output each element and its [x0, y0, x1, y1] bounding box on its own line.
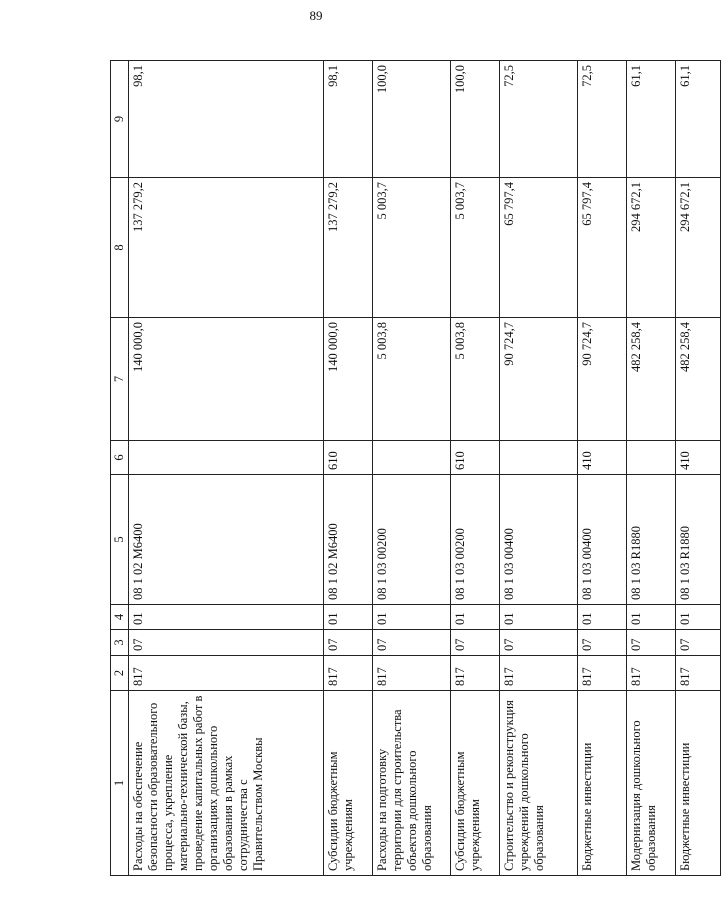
column-header: 6 [111, 441, 129, 475]
table-row [129, 61, 324, 876]
table-cell: 5 003,7 [373, 178, 451, 318]
column-header: 1 [111, 691, 129, 876]
table-cell: 482 258,4 [676, 318, 721, 441]
column-header: 8 [111, 178, 129, 318]
table-cell: 817 [676, 656, 721, 691]
table-row [627, 61, 676, 876]
table-cell: 5 003,8 [373, 318, 451, 441]
table-cell: 137 279,2 [129, 178, 324, 318]
table-cell [500, 441, 578, 475]
table-cell: 08 1 03 00400 [578, 475, 627, 605]
table-cell: 08 1 03 00200 [451, 475, 500, 605]
budget-table [110, 60, 721, 876]
table-cell: 08 1 03 00400 [500, 475, 578, 605]
table-cell: 01 [578, 605, 627, 630]
table-row [324, 61, 373, 876]
table-cell: 08 1 03 00200 [373, 475, 451, 605]
table-cell: 294 672,1 [627, 178, 676, 318]
table-cell: 01 [627, 605, 676, 630]
table-cell: 137 279,2 [324, 178, 373, 318]
table-cell: 817 [373, 656, 451, 691]
table-header-row [111, 61, 129, 876]
table-cell: 07 [676, 630, 721, 656]
table-cell: 65 797,4 [500, 178, 578, 318]
table-cell: 61,1 [627, 61, 676, 178]
table-cell: 01 [324, 605, 373, 630]
table-cell: 07 [578, 630, 627, 656]
table-cell: 01 [451, 605, 500, 630]
table-cell: 817 [129, 656, 324, 691]
column-header: 5 [111, 475, 129, 605]
table-cell: 5 003,7 [451, 178, 500, 318]
table-cell: 817 [578, 656, 627, 691]
table-cell: 72,5 [500, 61, 578, 178]
table-cell: 07 [500, 630, 578, 656]
table-cell: 65 797,4 [578, 178, 627, 318]
table-cell: 90 724,7 [500, 318, 578, 441]
table-cell: Расходы на обеспечение безопасности образовательного процесса, укрепление материально-технической базы, проведение капитальных работ в организациях дошкольного образования в рамках сотрудничества с Правительством Москвы [129, 691, 324, 876]
table-cell: 07 [451, 630, 500, 656]
table-cell: 482 258,4 [627, 318, 676, 441]
table-cell: 610 [451, 441, 500, 475]
table-cell [129, 441, 324, 475]
table-cell: 08 1 02 М6400 [129, 475, 324, 605]
table-row [500, 61, 578, 876]
table-cell: 410 [578, 441, 627, 475]
table-cell: Бюджетные инвестиции [578, 691, 627, 876]
table-cell: 294 672,1 [676, 178, 721, 318]
table-cell [373, 441, 451, 475]
table-cell: 08 1 03 R1880 [627, 475, 676, 605]
table-cell: Расходы на подготовку территории для строительства объектов дошкольного образования [373, 691, 451, 876]
rotated-table-wrapper [110, 61, 692, 876]
column-header: 9 [111, 61, 129, 178]
table-cell: 817 [451, 656, 500, 691]
column-header: 3 [111, 630, 129, 656]
table-cell: 90 724,7 [578, 318, 627, 441]
column-header: 2 [111, 656, 129, 691]
table-cell: Субсидии бюджетным учреждениям [451, 691, 500, 876]
page-number: 89 [309, 8, 323, 23]
column-header: 4 [111, 605, 129, 630]
column-header: 7 [111, 318, 129, 441]
table-row [373, 61, 451, 876]
table-cell: Модернизация дошкольного образования [627, 691, 676, 876]
table-cell: 98,1 [324, 61, 373, 178]
table-cell: 08 1 02 М6400 [324, 475, 373, 605]
table-cell: 72,5 [578, 61, 627, 178]
table-cell: 410 [676, 441, 721, 475]
table-row [676, 61, 721, 876]
table-cell: 140 000,0 [129, 318, 324, 441]
table-cell: 100,0 [451, 61, 500, 178]
table-cell: 07 [129, 630, 324, 656]
table-cell: 98,1 [129, 61, 324, 178]
table-cell: 01 [373, 605, 451, 630]
table-cell: 01 [129, 605, 324, 630]
table-cell: 100,0 [373, 61, 451, 178]
table-cell: 07 [627, 630, 676, 656]
table-cell: 140 000,0 [324, 318, 373, 441]
table-cell: 07 [324, 630, 373, 656]
table-row [451, 61, 500, 876]
table-cell: 817 [627, 656, 676, 691]
table-cell: 07 [373, 630, 451, 656]
table-cell: Субсидии бюджетным учреждениям [324, 691, 373, 876]
table-cell: 01 [500, 605, 578, 630]
table-cell: Бюджетные инвестиции [676, 691, 721, 876]
table-cell: 610 [324, 441, 373, 475]
table-cell: Строительство и реконструкция учреждений дошкольного образования [500, 691, 578, 876]
table-row [578, 61, 627, 876]
table-cell: 01 [676, 605, 721, 630]
table-cell: 08 1 03 R1880 [676, 475, 721, 605]
table-cell: 817 [500, 656, 578, 691]
table-cell [627, 441, 676, 475]
table-cell: 817 [324, 656, 373, 691]
table-cell: 61,1 [676, 61, 721, 178]
table-cell: 5 003,8 [451, 318, 500, 441]
